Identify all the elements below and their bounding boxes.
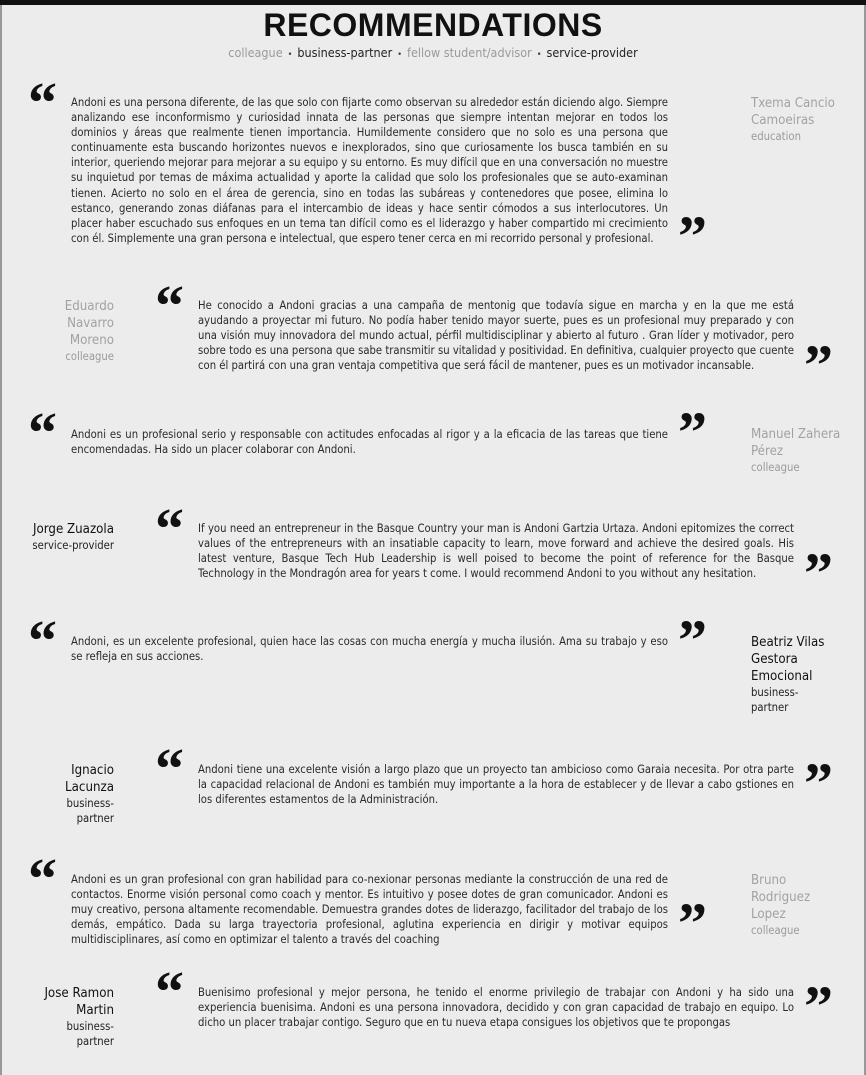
recommendation-author [20,298,114,364]
category-legend [0,45,866,60]
close-quote-icon: ” [804,541,833,606]
open-quote-icon: “ [155,959,184,1024]
author-name: Bruno Rodriguez Lopez [751,873,811,922]
open-quote-icon: “ [155,273,184,338]
author-name: Manuel Zahera Pérez [751,427,841,459]
open-quote-icon: “ [28,70,57,135]
top-bar [0,0,866,5]
recommendation-text: Andoni es un profesional serio y responsable con actitudes enfocadas al rigor y a la eficacia de las tareas que tiene encomendadas. Ha sido un placer colaborar con Andoni. [71,428,668,457]
author-role: colleague [65,350,114,363]
open-quote-icon: “ [28,846,57,911]
close-quote-icon: ” [678,891,707,956]
author-role: business-partner [66,1020,114,1048]
category-fellow-student: fellow student/advisor [407,45,532,60]
recommendation-text: He conocido a Andoni gracias a una campaña de mentonig que todavía sigue en marcha y en la que me está ayudando a proyectar mi futuro. No podía haber tenido mayor suerte, pues es un profesional muy preparado y con una visión muy innovadora del mundo actual, pérfil multidisciplinar y abierto al futuro . Gran líder y motivador, pero sobre todo es una persona que sabe transmitir su vitalidad y positividad. En definitiva, cualquier proyecto que cuente con él partirá con una gran ventaja competitiva que será fácil de mantener, pues es un motivador incansable. [198,299,794,373]
author-name: Beatriz Vilas Gestora Emocional [751,635,825,684]
category-business-partner: business-partner [297,45,393,60]
open-quote-icon: “ [155,496,184,561]
separator: • [397,50,402,60]
recommendation-text: Andoni, es un excelente profesional, quien hace las cosas con mucha energía y mucha ilusión. Ama su trabajo y eso se refleja en sus acciones. [71,635,668,664]
recommendation-text: Andoni es un gran profesional con gran habilidad para co-nexionar personas mediante la construcción de una red de contactos. Enorme visión personal como coach y mentor. Es intuitivo y posee dotes de gran comunicador. Andoni es muy creativo, persona altamente recomendable. Demuestra grandes dotes de liderazgo, facilitador del trabajo de los demás, empático. Dada su larga trayectoria profesional, aglutina experiencia en dirigir y motivar equipos multidisciplinares, así como en optimizar el talento a través del coaching [71,873,668,947]
author-name: Jose Ramon Martin [44,986,114,1018]
author-role: service-provider [32,539,114,552]
category-colleague: colleague [228,45,283,60]
author-role: colleague [751,924,800,937]
separator: • [287,50,293,60]
recommendation-author [751,95,851,144]
open-quote-icon: “ [155,736,184,801]
author-name: Jorge Zuazola [33,522,114,537]
recommendation-text: Andoni es una persona diferente, de las que solo con fijarte como observan su alrededor están diciendo algo. Siempre analizando ese inconformismo y curiosidad innata de las personas que siempre intentan mejorar en todos los dominios y áreas que realmente tienen importancia. Humildemente considero que no solo es una persona que continuamente esta buscando horizontes nuevos e inexplorados, sino que curiosamente los busca también en su interior, queriendo mejorar para mejorar a su equipo y su entorno. Es muy difícil que en una conversación no muestre su inquietud por temas de máxima actualidad y aporte la calidad que solo los profesionales que se auto-examinan tienen. Acierto no solo en el área de gerencia, sino en todas las subáreas y contenedores que posee, elimina lo estanco, generando zonas diáfanas para el intercambio de ideas y hace sentir cómodos a sus interlocutores. Un placer haber escuchado sus enfoques en un tema tan difícil como es el liderazgo y haber compartido mi crecimiento con él. Simplemente una gran persona e intelectual, que espero tener cerca en mi recorrido personal y profesional. [71,96,668,245]
separator: • [536,50,542,60]
recommendation-author [30,762,114,826]
close-quote-icon: ” [804,333,833,398]
open-quote-icon: “ [28,400,57,465]
close-quote-icon: ” [678,608,707,673]
recommendation-author [751,872,826,938]
recommendation-author [751,634,836,715]
recommendation-author [10,521,114,553]
author-role: education [751,130,801,143]
recommendation-text: If you need an entrepreneur in the Basque Country your man is Andoni Gartzia Urtaza. Andoni epitomizes the correct values of the entrepreneurs with an insatiable capacity to learn, move forward and achieve the desired goals. His latest venture, Basque Tech Hub Leadership is well poised to become the point of reference for the Basque Technology in the Mondragón area for years t come. I would recommend Andoni to you without any hesitation. [198,522,794,581]
close-quote-icon: ” [678,204,707,269]
author-role: business-partner [66,797,114,825]
author-name: Ignacio Lacunza [65,763,114,795]
close-quote-icon: ” [678,400,707,465]
close-quote-icon: ” [804,974,833,1039]
recommendation-author [20,985,114,1049]
open-quote-icon: “ [28,608,57,673]
close-quote-icon: ” [804,751,833,816]
author-role: business-partner [751,686,799,714]
recommendation-author [751,426,851,475]
page-title: RECOMMENDATIONS [263,7,603,43]
author-role: colleague [751,461,800,474]
author-name: Eduardo Navarro Moreno [64,299,114,348]
recommendation-text: Buenisimo profesional y mejor persona, he tenido el enorme privilegio de trabajar con Andoni y ha sido una experiencia buenisima. Andoni es una persona innovadora, decidido y con gran capacidad de trabajo en equipo. Lo dicho un placer trabajar contigo. Seguro que en tu nueva etapa consigues los objetivos que te propongas [198,986,794,1030]
recommendation-text: Andoni tiene una excelente visión a largo plazo que un proyecto tan ambicioso como Garaia necesita. Por otra parte la capacidad relacional de Andoni es también muy importante a la hora de establecer y de llevar a cabo gstiones en los diferentes estamentos de la Administración. [198,763,794,807]
left-border [0,5,2,1075]
category-service-provider: service-provider [546,45,638,60]
author-name: Txema Cancio Camoeiras [751,96,835,128]
